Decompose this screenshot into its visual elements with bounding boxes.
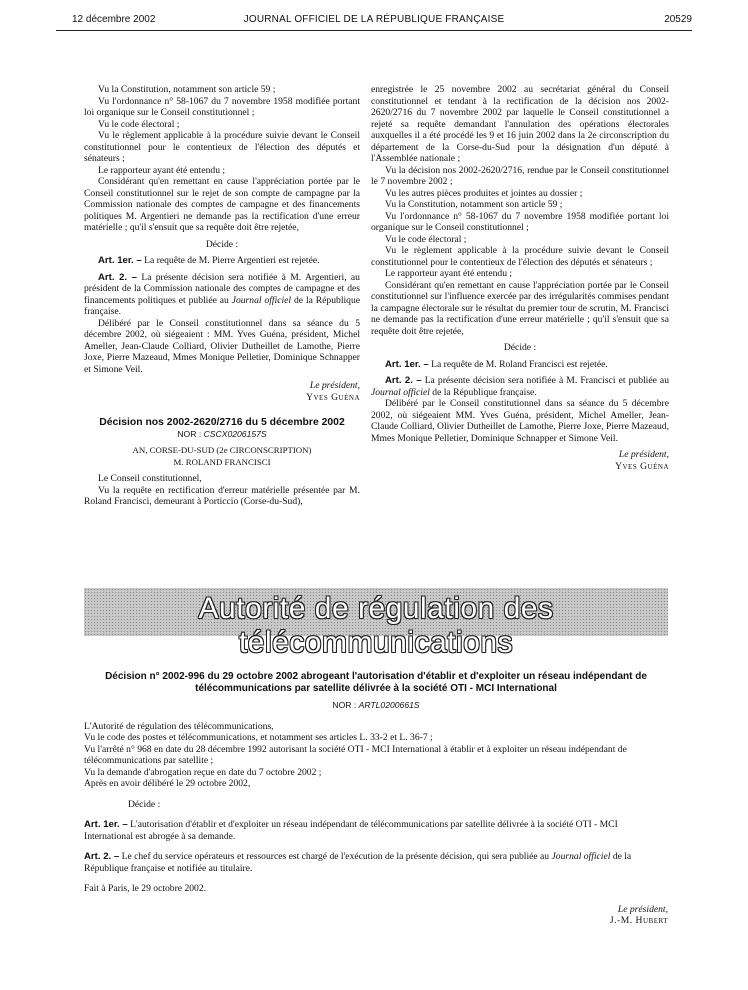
- article-label: Art. 1er. –: [385, 358, 429, 370]
- article-text: La présente décision sera notifiée à M. Argentieri, au président de la Commission nationale des comptes de campagne et des financements politiques et publiée au: [84, 271, 360, 306]
- nor-code: ARTL0200661S: [358, 700, 420, 710]
- banner-title: Autorité de régulation des télécommunications: [198, 592, 554, 659]
- article-text: de la République française et notifiée au titulaire.: [84, 851, 632, 874]
- visa-paragraph: Vu la Constitution, notamment son article 59 ;: [385, 199, 563, 210]
- article-text: La requête de M. Pierre Argentieri est rejetée.: [144, 255, 320, 266]
- signature-name: Yves Guéna: [615, 460, 669, 472]
- decide-heading: Décide :: [205, 238, 239, 250]
- article-text: La requête de M. Roland Francisci est rejetée.: [431, 358, 608, 370]
- body-paragraph: Le Conseil constitutionnel,: [98, 473, 202, 484]
- signature-role: Le président,: [617, 903, 668, 915]
- visa-paragraph: Vu le code électoral ;: [385, 233, 467, 245]
- signature-role: Le président,: [618, 449, 669, 460]
- header-date: 12 décembre 2002: [72, 14, 156, 25]
- visa-paragraph: Vu la décision nos 2002-2620/2716, rendue par le Conseil constitutionnel le 7 novembre 2002 ;: [371, 164, 669, 187]
- nor-label: NOR :: [177, 428, 202, 439]
- header-rule: [56, 30, 692, 31]
- delibere-paragraph: Délibéré par le Conseil constitutionnel dans sa séance du 5 décembre 2002, où siégeaient MM. Yves Guéna, président, Michel Ameller, Jean-Claude Colliard, Olivier Dutheillet de Lamothe, Pierre Joxe, Pierre Mazeaud, Mmes Monique Pelletier, Dominique Schnapper et Simone Veil.: [371, 398, 669, 444]
- article-label: Art. 1er. –: [98, 255, 142, 266]
- visa-paragraph: Le rapporteur ayant été entendu ;: [385, 268, 513, 279]
- arcep-decision: [84, 671, 668, 927]
- considerant-paragraph: Considérant qu'en remettant en cause l'appréciation portée par le Conseil constitutionnel sur l'influence exercée par des irrégularités commises pendant la campagne électorale sur le résultat du premier tour de scrutin, M. Francisci ne demande pas la rectification d'une erreur matérielle ; qu'il s'ensuit que sa requête doit être rejetée,: [371, 279, 669, 337]
- visa-paragraph: Le rapporteur ayant été entendu ;: [98, 164, 226, 176]
- visa-paragraph: Vu les autres pièces produites et jointes au dossier ;: [385, 187, 583, 199]
- signature-name: J.-M. Hubert: [609, 915, 668, 926]
- article-text: de la République française.: [84, 294, 361, 317]
- article-text: Le chef du service opérateurs et ressources est chargé de l'exécution de la présente décision, qui sera publiée au: [121, 851, 550, 862]
- visa-paragraph: Vu l'ordonnance n° 58-1067 du 7 novembre 1958 modifiée portant loi organique sur le Conseil constitutionnel ;: [371, 210, 669, 233]
- nor-code: CSCX0206157S: [203, 428, 267, 439]
- signature-name: Yves Guéna: [306, 391, 360, 403]
- signature-role: Le président,: [309, 380, 360, 391]
- visa-paragraph: Après en avoir délibéré le 29 octobre 2002,: [84, 778, 251, 789]
- visa-paragraph: Vu le règlement applicable à la procédure suivie devant le Conseil constitutionnel pour le contentieux de l'élection des députés et sénateurs ;: [371, 245, 669, 268]
- page-header: [56, 10, 692, 32]
- article-text: La présente décision sera notifiée à M. Francisci et publiée au: [424, 375, 669, 386]
- article-text: de la République française.: [432, 386, 537, 398]
- visa-paragraph: Vu la Constitution, notamment son article 59 ;: [98, 84, 276, 95]
- visa-paragraph: Vu le code électoral ;: [98, 118, 180, 130]
- right-column: [371, 84, 669, 472]
- visa-paragraph: Vu la demande d'abrogation reçue en date du 7 octobre 2002 ;: [84, 766, 322, 778]
- article-label: Art. 2. –: [98, 271, 138, 283]
- visa-paragraph: Vu le code des postes et télécommunications, et notamment ses articles L. 33-2 et L. 36-7 ;: [84, 732, 433, 743]
- considerant-paragraph: Considérant qu'en remettant en cause l'appréciation portée par le Conseil constitutionnel sur le rejet de son compte de campagne par la Commission nationale des comptes de campagne et des financements politiques M. Argentieri ne demande pas la rectification d'une erreur matérielle ; qu'il s'ensuit que sa requête doit être rejetée,: [84, 176, 360, 233]
- section-banner: [84, 588, 668, 659]
- article-1: [84, 255, 360, 267]
- nor-reference: [84, 700, 668, 712]
- visa-paragraph: Vu l'arrêté n° 968 en date du 28 décembre 1992 autorisant la société OTI - MCI International à établir et à exploiter un réseau indépendant de télécommunications par satellite ;: [84, 743, 627, 766]
- article-1: [371, 359, 669, 371]
- article-2: [84, 851, 668, 874]
- nor-label: NOR :: [332, 700, 357, 710]
- decide-heading: Décide :: [503, 342, 537, 353]
- decision-title: Décision n° 2002-996 du 29 octobre 2002 abrogeant l'autorisation d'établir et d'exploiter un réseau indépendant de télécommunications par satellite délivrée à la société OTI - MCI International: [105, 671, 647, 694]
- article-label: Art. 1er. –: [84, 819, 128, 830]
- journal-officiel-ref: Journal officiel: [371, 386, 430, 398]
- journal-officiel-ref: Journal officiel: [231, 294, 292, 306]
- decide-heading: Décide :: [128, 798, 161, 810]
- fait-a-paris: Fait à Paris, le 29 octobre 2002.: [84, 883, 207, 894]
- visa-paragraph: L'Autorité de régulation des télécommunications,: [84, 720, 274, 732]
- article-label: Art. 2. –: [385, 375, 422, 386]
- nor-reference: [84, 429, 360, 441]
- article-label: Art. 2. –: [84, 851, 120, 862]
- header-page-number: 20529: [664, 14, 692, 25]
- decision-title: Décision nos 2002-2620/2716 du 5 décembre 2002: [99, 417, 345, 428]
- article-text: L'autorisation d'établir et d'exploiter un réseau indépendant de télécommunications par satellite délivrée à la société OTI - MCI International est abrogée à sa demande.: [84, 819, 618, 842]
- body-paragraph: enregistrée le 25 novembre 2002 au secrétariat général du Conseil constitutionnel et tendant à la rectification de la décision nos 2002-2620/2716 du 7 novembre 2002 par laquelle le Conseil constitutionnel a rejeté sa requête demandant l'annulation des opérations électorales auxquelles il a été procédé les 9 et 16 juin 2002 dans la 2e circonscription du département de la Corse-du-Sud pour la désignation d'un député à l'Assemblée nationale ;: [371, 84, 669, 164]
- article-2: [371, 375, 669, 398]
- journal-officiel-ref: Journal officiel: [551, 851, 611, 862]
- article-1: [84, 819, 668, 842]
- circonscription-line: AN, CORSE-DU-SUD (2e CIRCONSCRIPTION): [132, 445, 312, 455]
- delibere-paragraph: Délibéré par le Conseil constitutionnel dans sa séance du 5 décembre 2002, où siégeaient : MM. Yves Guéna, président, Michel Ameller, Jean-Claude Colliard, Olivier Dutheillet de Lamothe, Pierre Joxe, Pierre Mazeaud, Mmes Monique Pelletier, Dominique Schnapper et Simone Veil.: [84, 317, 360, 375]
- visa-paragraph: Vu le règlement applicable à la procédure suivie devant le Conseil constitutionnel pour le contentieux de l'élection des députés et sénateurs ;: [84, 130, 360, 164]
- article-2: [84, 272, 360, 318]
- visa-paragraph: Vu l'ordonnance n° 58-1067 du 7 novembre 1958 modifiée portant loi organique sur le Conseil constitutionnel ;: [84, 95, 360, 118]
- candidate-name: M. ROLAND FRANCISCI: [173, 456, 271, 467]
- header-journal-title: JOURNAL OFFICIEL DE LA RÉPUBLIQUE FRANÇAISE: [243, 14, 505, 25]
- left-column: [84, 84, 360, 508]
- body-paragraph: Vu la requête en rectification d'erreur matérielle présentée par M. Roland Francisci, demeurant à Porticcio (Corse-du-Sud),: [84, 484, 360, 507]
